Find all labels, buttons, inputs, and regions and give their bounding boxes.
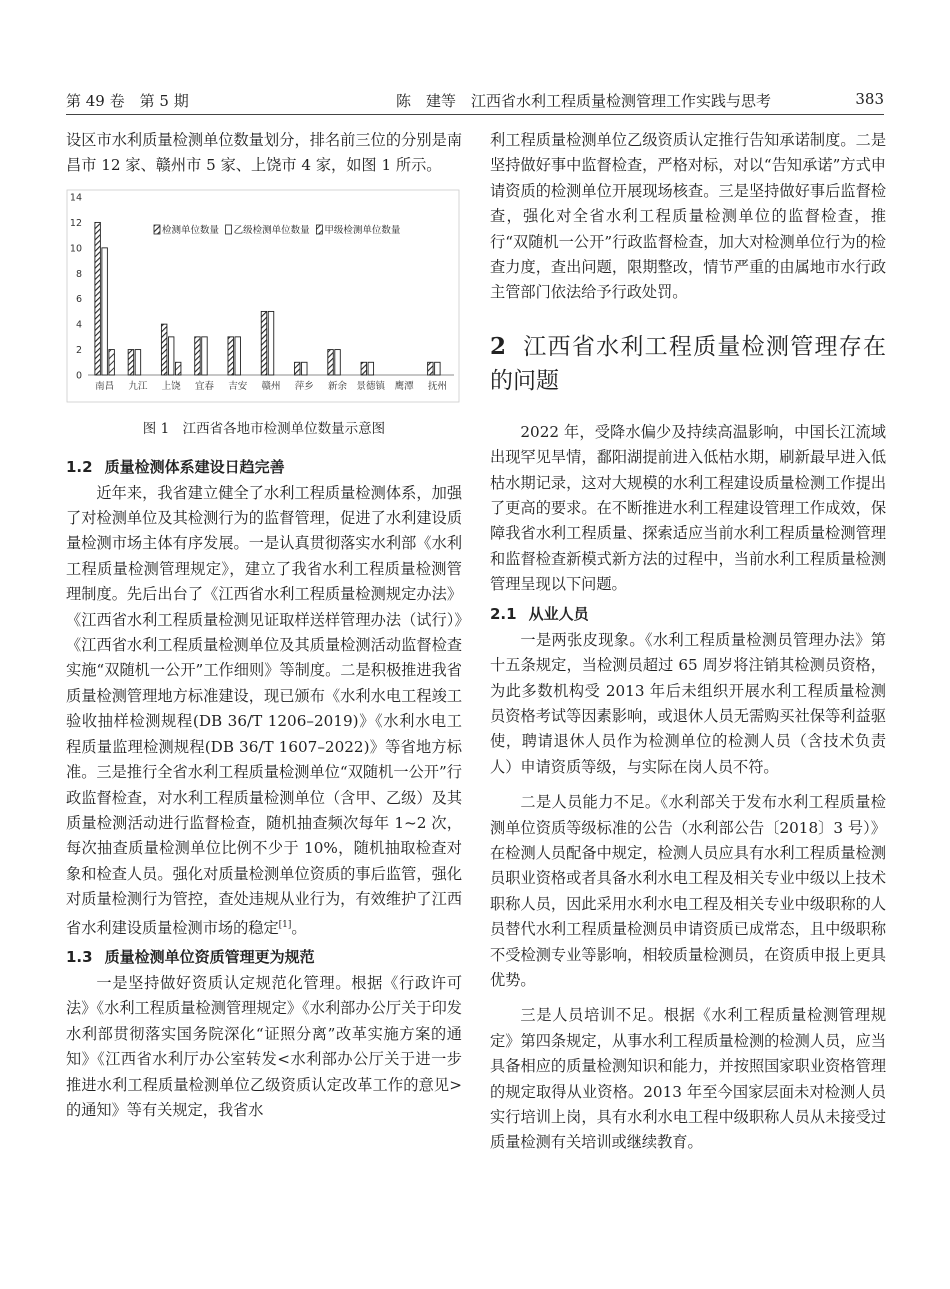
paragraph-2-1-c: 三是人员培训不足。根据《水利工程质量检测管理规定》第四条规定，从事水利工程质量检测的检测人员，应当具备相应的质量检测知识和能力，并按照国家职业资格管理的规定取得从业资格。2013 年至今国家层面未对检测人员实行培训上岗，具有水利水电工程中级职称人员从未接受过质量检测有关培训或继续教育。 — [490, 1006, 886, 1152]
legend-label: 检测单位数量 — [162, 224, 220, 236]
x-tick-label: 鹰潭 — [394, 380, 414, 392]
y-tick-label: 6 — [75, 294, 82, 306]
y-tick-label: 4 — [75, 319, 82, 331]
left-column — [66, 128, 462, 1123]
paragraph-1-3: 一是坚持做好资质认定规范化管理。根据《行政许可法》《水利工程质量检测管理规定》《水利部办公厅关于印发水利部贯彻落实国务院深化“证照分离”改革实施方案的通知》《江西省水利厅办公室转发<水利部办公厅关于进一步推进水利工程质量检测单位乙级资质认定改革工作的意见>的通知》等有关规定，我省水 — [66, 974, 462, 1120]
x-tick-label: 宜春 — [194, 380, 214, 392]
bar-grade-b — [135, 349, 141, 374]
y-tick-label: 12 — [69, 217, 82, 229]
paragraph-continued: 利工程质量检测单位乙级资质认定推行告知承诺制度。二是坚持做好事中监督检查，严格对标，对以“告知承诺”方式申请资质的检测单位开展现场核查。三是坚持做好事后监督检查，强化对全省水利工程质量检测单位的监督检查，推行“双随机一公开”行政监督检查，加大对检测单位行为的检查力度，查出问题，限期整改，情节严重的由属地市水行政主管部门依法给予行政处罚。 — [490, 131, 886, 302]
page-number: 383 — [855, 90, 884, 108]
bar-grade-a — [175, 362, 181, 375]
x-tick-label: 萍乡 — [294, 380, 314, 392]
legend-label: 甲级检测单位数量 — [324, 224, 401, 236]
bar-grade-b — [102, 248, 108, 375]
x-tick-label: 吉安 — [228, 380, 248, 392]
section-number: 2 — [490, 332, 507, 360]
bar-grade-b — [302, 362, 308, 375]
bar-total — [228, 337, 234, 375]
paragraph-2-1-a: 一是两张皮现象。《水利工程质量检测员管理办法》第十五条规定，当检测员超过 65 周岁将注销其检测员资格，为此多数机构受 2013 年后未组织开展水利工程质量检测员资格考试等因素影响，或退休人员无需购买社保等利益驱使，聘请退休人员作为检测单位的检测人员（含技术负责人）申请资质等级，与实际在岗人员不符。 — [490, 630, 886, 776]
section-title: 质量检测体系建设日趋完善 — [104, 457, 285, 476]
bar-total — [361, 362, 367, 375]
y-tick-label: 8 — [75, 268, 82, 280]
x-tick-label: 九江 — [128, 380, 148, 392]
bar-grade-b — [435, 362, 441, 375]
bar-total — [328, 349, 334, 374]
x-tick-label: 南昌 — [95, 380, 115, 392]
bar-grade-b — [335, 349, 341, 374]
x-tick-label: 抚州 — [427, 380, 447, 392]
section-1-2-heading — [66, 455, 462, 479]
legend-label: 乙级检测单位数量 — [233, 224, 310, 236]
section-title: 江西省水利工程质量检测管理存在的问题 — [490, 333, 886, 394]
section-number: 1.2 — [66, 457, 93, 476]
section-2-1-heading — [490, 602, 886, 626]
x-tick-label: 赣州 — [261, 380, 281, 392]
section-title: 从业人员 — [528, 604, 589, 623]
citation-ref: [1] — [278, 919, 292, 930]
x-tick-label: 景德镇 — [356, 380, 386, 392]
section-title: 质量检测单位资质管理更为规范 — [104, 948, 315, 966]
section-number: 2.1 — [490, 604, 517, 623]
running-title: 陈 建等 江西省水利工程质量检测管理工作实践与思考 — [396, 92, 772, 110]
bar-total — [295, 362, 301, 375]
section-number: 1.3 — [66, 948, 93, 966]
paragraph-1-2 — [66, 481, 462, 941]
journal-volume-issue: 第 49 卷 第 5 期 — [66, 92, 189, 110]
bar-total — [195, 337, 201, 375]
paragraph-1-2-text: 近年来，我省建立健全了水利工程质量检测体系，加强了对检测单位及其检测行为的监督管理，促进了水利建设质量检测市场主体有序发展。一是认真贯彻落实水利部《水利工程质量检测管理规定》，建立了我省水利工程质量检测管理制度。先后出台了《江西省水利工程质量检测规定办法》《江西省水利工程质量检测见证取样送样管理办法（试行）》《江西省水利工程质量检测单位及其质量检测活动监督检查实施“双随机一公开”工作细则》等制度。二是积极推进我省质量检测管理地方标准建设，现已颁布《水利水电工程竣工验收抽样检测规程(DB 36/T 1206–2019)》《水利水电工程质量监理检测规程(DB 36/T 1607–2022)》等省地方标准。三是推行全省水利工程质量检测单位“双随机一公开”行政监督检查，对水利工程质量检测单位（含甲、乙级）及其质量检测活动进行监督检查，随机抽查频次每年 1~2 次，每次抽查质量检测单位比例不少于 10%，随机抽取检查对象和检查人员。强化对质量检测单位资质的事后监管，强化对质量检测行为管控，查处违规从业行为，有效维护了江西省水利建设质量检测市场的稳定 — [66, 483, 462, 937]
x-tick-label: 上饶 — [161, 380, 181, 392]
bar-chart — [66, 189, 462, 405]
bar-total — [428, 362, 434, 375]
bar-total — [95, 222, 101, 375]
section-2-heading — [490, 330, 886, 398]
y-tick-label: 14 — [69, 192, 82, 204]
running-header — [66, 88, 884, 115]
legend-swatch — [154, 225, 160, 234]
paragraph-intro: 设区市水利质量检测单位数量划分，排名前三位的分别是南昌市 12 家、赣州市 5 家、上饶市 4 家，如图 1 所示。 — [66, 131, 462, 175]
bar-grade-b — [268, 311, 274, 375]
bar-grade-b — [202, 337, 208, 375]
right-column — [490, 128, 886, 1156]
x-tick-label: 新余 — [328, 380, 348, 392]
paragraph-1-2-end: 。 — [291, 918, 307, 937]
figure-caption: 图 1 江西省各地市检测单位数量示意图 — [142, 421, 386, 438]
bar-grade-b — [235, 337, 241, 375]
bar-grade-b — [368, 362, 374, 375]
y-tick-label: 0 — [75, 370, 82, 382]
paragraph-2-1-b: 二是人员能力不足。《水利部关于发布水利工程质量检测单位资质等级标准的公告（水利部公告〔2018〕3 号）》在检测人员配备中规定，检测人员应具有水利工程质量检测员职业资格或者具备水利水电工程及相关专业中级以上技术职称人员，因此采用水利水电工程及相关专业中级职称的人员替代水利工程质量检测员申请资质已成常态，且中级职称不受检测专业等影响，相较质量检测员，在资质申报上更具优势。 — [490, 793, 886, 989]
bar-total — [161, 324, 167, 375]
bar-grade-b — [168, 337, 174, 375]
bar-total — [261, 311, 267, 375]
paragraph-2-intro: 2022 年，受降水偏少及持续高温影响，中国长江流域出现罕见旱情，鄱阳湖提前进入低枯水期，刷新最早进入低枯水期记录，这对大规模的水利工程建设质量检测工作提出了更高的要求。在不断推进水利工程建设管理工作成效，保障我省水利工程质量、探索适应当前水利工程质量检测管理和监督检查新模式新方法的过程中，当前水利工程质量检测管理呈现以下问题。 — [490, 422, 886, 594]
legend-swatch — [316, 225, 322, 234]
y-tick-label: 10 — [69, 243, 82, 255]
figure-1 — [66, 189, 462, 443]
bar-total — [128, 349, 134, 374]
section-1-3-heading — [66, 945, 462, 969]
bar-grade-a — [109, 349, 115, 374]
legend-swatch — [226, 225, 232, 234]
y-tick-label: 2 — [75, 344, 82, 356]
